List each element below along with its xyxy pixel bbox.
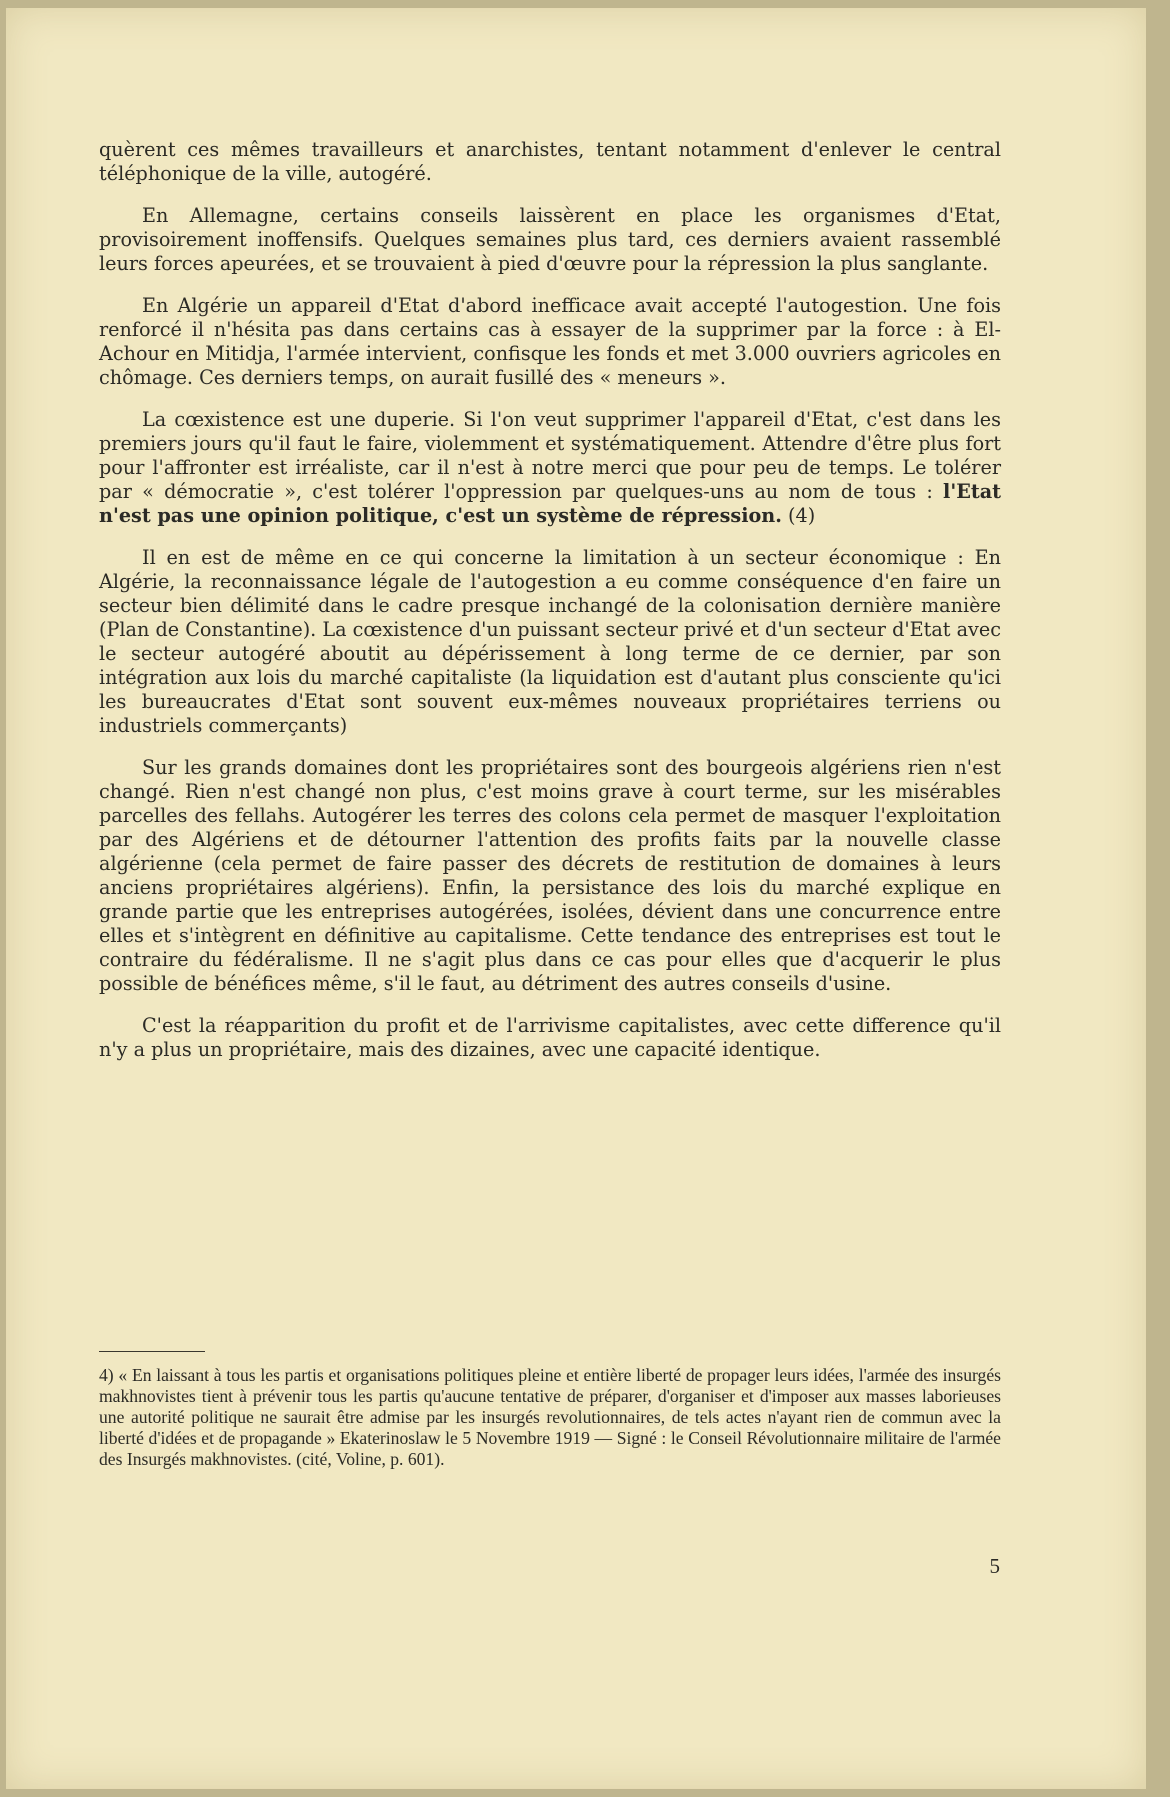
paragraph-2: En Allemagne, certains conseils laissèrent en place les organismes d'Etat, provisoirement inoffensifs. Quelques semaines plus tard, ces derniers avaient rassemblé leurs forces apeurées, et se trouvaient à pied d'œuvre pour la répression la plus sanglante. [99, 204, 1001, 275]
paragraph-3: En Algérie un appareil d'Etat d'abord inefficace avait accepté l'autogestion. Une fois renforcé il n'hésita pas dans certains cas à essayer de la supprimer par la force : à El-Achour en Mitidja, l'armée intervient, confisque les fonds et met 3.000 ouvriers agricoles en chômage. Ces derniers temps, on aurait fusillé des « meneurs ». [99, 294, 1001, 389]
body-text [99, 138, 1001, 1062]
bold-statement: l'Etat n'est pas une opinion politique, c'est un système de répression. [99, 480, 1001, 527]
footnote-reference: (4) [781, 504, 816, 527]
paragraph-1: quèrent ces mêmes travailleurs et anarchistes, tentant notamment d'enlever le central téléphonique de la ville, autogéré. [99, 138, 1001, 185]
paragraph-4: La cœxistence est une duperie. Si l'on veut supprimer l'appareil d'Etat, c'est dans les premiers jours qu'il faut le faire, violemment et systématiquement. Attendre d'être plus fort pour l'affronter est irréaliste, car il n'est à notre merci que pour peu de temps. Le tolérer par « démocratie », c'est tolérer l'oppression par quelques-uns au nom de tous : l'Etat n'est pas une opinion politique, c'est un système de répression. (4) [99, 408, 1001, 527]
paragraph-6: Sur les grands domaines dont les propriétaires sont des bourgeois algériens rien n'est changé. Rien n'est changé non plus, c'est moins grave à court terme, sur les misérables parcelles des fellahs. Autogérer les terres des colons cela permet de masquer l'exploitation par des Algériens et de détourner l'attention des profits faits par la nouvelle classe algérienne (cela permet de faire passer des décrets de restitution de domaines à leurs anciens propriétaires algériens). Enfin, la persistance des lois du marché explique en grande partie que les entreprises autogérées, isolées, dévient dans une concurrence entre elles et s'intègrent en définitive au capitalisme. Cette tendance des entreprises est tout le contraire du fédéralisme. Il ne s'agit plus dans ce cas pour elles que d'acquerir le plus possible de bénéfices même, s'il le faut, au détriment des autres conseils d'usine. [99, 756, 1001, 995]
footnote-divider [99, 1351, 205, 1352]
footnote: 4) « En laissant à tous les partis et organisations politiques pleine et entière liberté de propager leurs idées, l'armée des insurgés makhnovistes tient à prévenir tous les partis qu'aucune tentative de préparer, d'organiser et d'imposer aux masses laborieuses une autorité politique ne saurait être admise par les insurgés revolutionnaires, de tels actes n'ayant rien de commun avec la liberté d'idées et de propagande » Ekaterinoslaw le 5 Novembre 1919 — Signé : le Conseil Révolutionnaire militaire de l'armée des Insurgés makhnovistes. (cité, Voline, p. 601). [99, 1365, 1001, 1469]
paragraph-5: Il en est de même en ce qui concerne la limitation à un secteur économique : En Algérie, la reconnaissance légale de l'autogestion a eu comme conséquence d'en faire un secteur bien délimité dans le cadre presque inchangé de la colonisation dernière manière (Plan de Constantine). La cœxistence d'un puissant secteur privé et d'un secteur d'Etat avec le secteur autogéré aboutit au dépérissement à long terme de ce dernier, par son intégration aux lois du marché capitaliste (la liquidation est d'autant plus consciente qu'ici les bureaucrates d'Etat sont souvent eux-mêmes nouveaux propriétaires terriens ou industriels commerçants) [99, 546, 1001, 737]
paragraph-7: C'est la réapparition du profit et de l'arrivisme capitalistes, avec cette difference qu'il n'y a plus un propriétaire, mais des dizaines, avec une capacité identique. [99, 1014, 1001, 1061]
document-page [6, 8, 1146, 1789]
page-number: 5 [989, 1554, 1000, 1578]
